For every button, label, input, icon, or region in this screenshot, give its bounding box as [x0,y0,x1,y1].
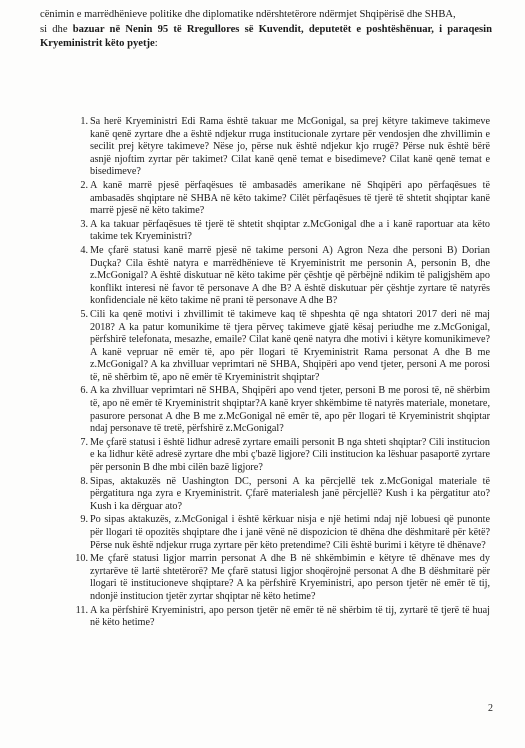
question-text: Sa herë Kryeministri Edi Rama është takuar me McGonigal, sa prej këtyre takimeve takimeve kanë qenë zyrtare dhe a është ndjekur rruga institucionale zyrtare për vendosjen dhe zhvillimin e secilit prej këtyre takimeve? Nëse jo, përse nuk është ndjekur kjo rrugë? Përse nuk është bërë asnjë njoftim zyrtar për takimet? Cilat kanë qenë temat e bisedimeve? Cilat kanë qenë temat e bisedimeve? [90,116,490,178]
page-number: 2 [488,703,493,714]
question-text: A ka zhvilluar veprimtari në SHBA, Shqipëri apo vend tjeter, personi B me porosi të, në shërbim të, apo në emër të Kryeministrit shqiptar?A kanë kryer shkëmbime të natyrës materiale, monetare, pasurore personat A dhe B me z.McGonigal në emër të, apo për llogari të Kryeministrit shqiptar ndaj personave të tretë, përfshirë z.McGonigal? [90,385,490,435]
questions-list [75,116,490,631]
question-number: 1. [80,116,88,127]
intro-paragraph [40,8,492,52]
question-text: Sipas, aktakuzës në Uashington DC, personi A ka përcjellë tek z.McGonigal materiale të përgatitura nga zyra e Kryeministrit. Çfarë materialesh janë përcjellë? Kush i ka përgatitur ato? Kush i ka dërguar ato? [90,475,490,512]
question-text: Po sipas aktakuzës, z.McGonigal i është kërkuar nisja e një hetimi ndaj një lobuesi që punonte për llogari të opozitës shqiptare dhe i janë vënë në dispozicion të dhëna dhe dëshmitarë për këtë? Përse nuk është ndjekur rruga zyrtare për këto pretendime? Cili është burimi i këtyre të dhënave? [90,514,490,551]
question-text: Cili ka qenë motivi i zhvillimit të takimeve kaq të shpeshta që nga shtatori 2017 deri në maj 2018? A ka patur komunikime të tjera përveç takimeve gjatë kësaj periudhe me z.McGonigal, përfshirë telefonata, mesazhe, emaile? Cilat kanë qenë natyra dhe motivi i këtyre komunikimeve? A kanë vepruar në emër të, apo për llogari të Kryeministrit Rama personat A dhe B me z.McGonigal? A ka zhvilluar veprimtari në SHBA, Shqipëri apo vend tjeter, personi A me porosi të, në shërbim të, apo në emër të Kryeministrit shqiptar? [90,308,490,383]
question-item [80,244,490,308]
question-number: 6. [80,385,88,397]
question-number: 9. [80,514,88,526]
intro-text: si dhe [40,23,73,35]
question-text: A ka takuar përfaqësues të tjerë të shtetit shqiptar z.McGonigal dhe a i kanë raportuar ata këto takime tek Kryeministri? [90,218,490,243]
question-item [80,514,490,552]
question-number: 2. [80,179,88,191]
question-number: 11. [75,604,88,616]
question-number: 7. [80,436,88,448]
question-text: A kanë marrë pjesë përfaqësues të ambasadës amerikane në Shqipëri apo përfaqësues të ambasadës shqiptare në SHBA në këto takime? Cilët përfaqësues të tjerë të shtetit shqiptar kanë marrë pjesë në këto takime? [90,179,490,217]
question-text: Me çfarë statusi i është lidhur adresë zyrtare emaili personit B nga shteti shqiptar? Cili institucion e ka lidhur këtë adresë zyrtare dhe mbi ç'bazë ligjore? Cili institucion ka lëshuar pasaportë zyrtare për personin B dhe mbi cilën bazë ligjore? [90,436,490,474]
intro-colon: : [154,38,158,50]
question-item [80,116,490,179]
question-item [80,218,490,244]
question-text: Me çfarë statusi kanë marrë pjesë në takime personi A) Agron Neza dhe personi B) Dorian Duçka? Cila është natyra e marrëdhënieve të Kryeministrit me personin A, personin B, dhe z.McGonigal? A është diskutuar në këto takime për çështje që përbëjnë ndikim të paligjshëm apo konflikt interesi në favor të personave A dhe B? A është diskutuar për çështje zyrtare të natyrës konfidenciale në këto takime në prani të personave A dhe B? [90,244,490,307]
intro-line-2 [40,23,492,52]
question-item [80,385,490,435]
question-text: Me çfarë statusi ligjor marrin personat A dhe B në shkëmbimin e këtyre të dhënave mes dy zyrtarëve të lartë shtetërorë? Me çfarë statusi ligjor shoqërojnë personat A dhe B dëshmitarë për llogari të institucioneve shqiptare? A ka përfshirë Kryeministri, apo person tjetër në emër të tij, ndonjë institucion tjetër zyrtar shqiptar në këto hetime? [90,553,490,602]
question-number: 10. [75,553,88,565]
question-number: 8. [80,475,88,487]
question-number: 5. [80,308,88,320]
question-number: 4. [80,244,88,256]
intro-line-1: cënimin e marrëdhënieve politike dhe diplomatike ndërshtetërore ndërmjet Shqipërisë dhe SHBA, [40,9,456,20]
question-item [80,308,490,385]
question-item [75,604,490,630]
question-number: 3. [80,218,88,230]
intro-bold-text: bazuar në Nenin 95 të Rregullores së Kuvendit, deputetët e poshtëshënuar, i paraqesin Kryeministrit këto pyetje [40,23,492,50]
question-item [80,475,490,514]
question-item [80,179,490,218]
question-text: A ka përfshirë Kryeministri, apo person tjetër në emër të në shërbim të tij, zyrtarë të tjerë të huaj në këto hetime? [90,604,490,629]
question-item [80,436,490,475]
question-item [75,553,490,603]
